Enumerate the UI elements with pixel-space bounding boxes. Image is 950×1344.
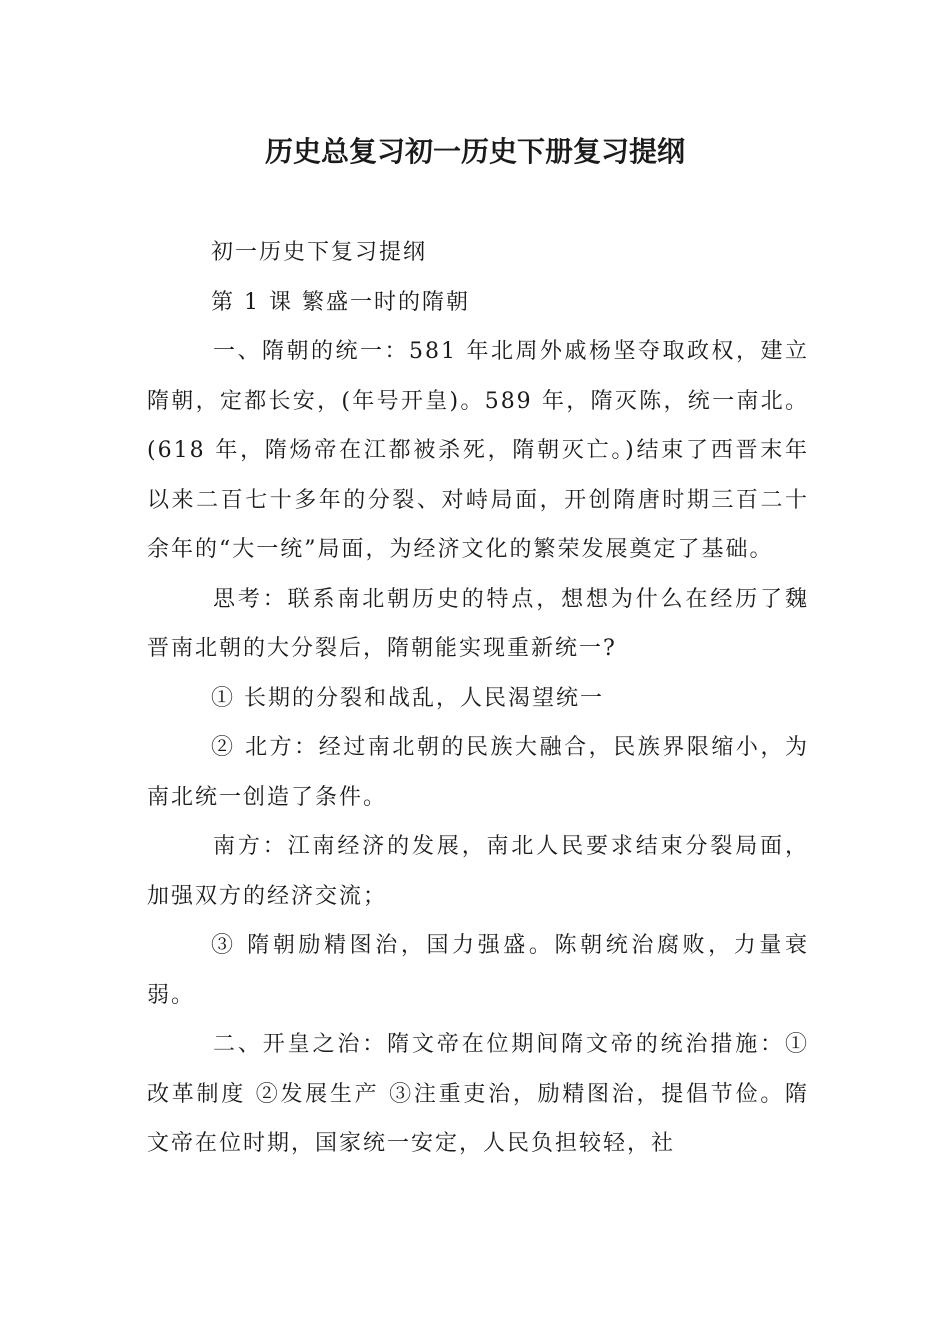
paragraph-reason-1: ① 长期的分裂和战乱，人民渴望统一 [211,685,604,711]
paragraph-lesson-heading: 第 1 课 繁盛一时的隋朝 [211,289,470,315]
paragraph-kaihuang-rule: 二、开皇之治：隋文帝在位期间隋文帝的统治措施：①改革制度 ②发展生产 ③注重吏治，励精图治，提倡节俭。隋文帝在位时期，国家统一安定，人民负担较轻，社 [147,1032,809,1156]
paragraph-sui-unification: 一、隋朝的统一：581 年北周外戚杨坚夺取政权，建立隋朝，定都长安，(年号开皇)。589 年，隋灭陈，统一南北。(618 年，隋炀帝在江都被杀死，隋朝灭亡。)结束了西晋末年以来二百七十多年的分裂、对峙局面，开创隋唐时期三百二十余年的“大一统”局面，为经济文化的繁荣发展奠定了基础。 [147,339,809,562]
document-body [147,228,809,1169]
paragraph-reason-2-north: ② 北方：经过南北朝的民族大融合，民族界限缩小，为南北统一创造了条件。 [147,735,809,810]
paragraph-think-question: 思考：联系南北朝历史的特点，想想为什么在经历了魏晋南北朝的大分裂后，隋朝能实现重新统一? [147,586,809,661]
paragraph-outline-heading: 初一历史下复习提纲 [211,240,428,265]
document-title: 历史总复习初一历史下册复习提纲 [264,135,685,168]
paragraph-reason-2-south: 南方：江南经济的发展，南北人民要求结束分裂局面，加强双方的经济交流； [147,834,809,909]
paragraph-reason-3: ③ 隋朝励精图治，国力强盛。陈朝统治腐败，力量衰弱。 [147,933,809,1008]
